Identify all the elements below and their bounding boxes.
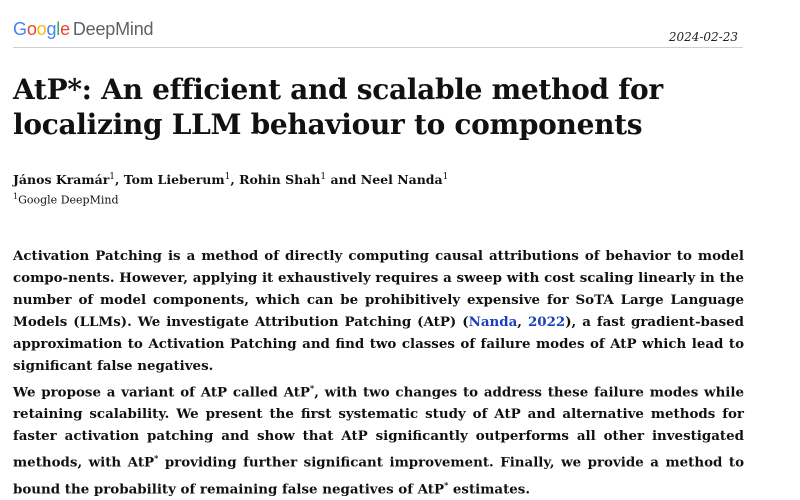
deepmind-wordmark: DeepMind xyxy=(72,19,154,39)
author: Rohin Shah xyxy=(239,172,321,188)
abstract-text: ), a fast gradient-based approximation to Activation Patching and find two classes of failure modes of AtP which lead to significant false negatives. xyxy=(13,314,745,374)
star-mark: * xyxy=(154,453,159,464)
author: Tom Lieberum xyxy=(123,172,225,188)
star-mark: * xyxy=(444,479,449,490)
google-logo-letter: l xyxy=(56,19,61,39)
abstract xyxy=(13,245,744,500)
abstract-text: estimates. xyxy=(448,481,530,498)
google-logo-letter: o xyxy=(36,19,47,39)
affiliation-name: Google DeepMind xyxy=(18,193,119,207)
abstract-text: , with two changes to address these failure modes while retaining scalability. We present the first systematic study of AtP and alternative methods for faster activation patching and show that AtP significantly outperforms all other investigated methods, with AtP xyxy=(13,384,744,471)
google-wordmark xyxy=(13,19,70,39)
citation-link-year[interactable]: 2022 xyxy=(527,314,566,330)
publication-date: 2024-02-23 xyxy=(668,30,738,44)
google-logo-letter: o xyxy=(26,19,37,39)
affiliation-mark: 1 xyxy=(13,192,19,201)
author-affil-mark: 1 xyxy=(224,172,231,182)
header-divider xyxy=(13,47,743,48)
google-logo-letter: e xyxy=(60,19,70,39)
author-affil-mark: 1 xyxy=(320,172,327,182)
citation-separator: , xyxy=(517,314,528,330)
citation-link-author[interactable]: Nanda xyxy=(468,314,518,330)
author-separator: , xyxy=(115,172,124,188)
star-mark: * xyxy=(310,383,315,393)
author: Neel Nanda xyxy=(360,172,443,188)
abstract-text: Activation Patching is a method of directly computing causal attributions of behavior to model compo-nents. However, applying it exhaustively requires a sweep with cost scaling linearly in the number of model components, which can be prohibitively expensive for SoTA Large Language Models (LLMs). We investigate Attribution Patching (AtP) ( xyxy=(13,248,744,330)
abstract-paragraph-2 xyxy=(13,377,744,500)
google-deepmind-logo xyxy=(13,19,153,40)
google-logo-letter: g xyxy=(46,19,57,39)
abstract-text: We propose a variant of AtP called AtP xyxy=(13,384,311,401)
author-affil-mark: 1 xyxy=(109,172,116,182)
author-separator: and xyxy=(326,172,361,188)
paper-title: AtP*: An efficient and scalable method for localizing LLM behaviour to components xyxy=(13,73,663,141)
author-list xyxy=(13,172,448,187)
author-affil-mark: 1 xyxy=(442,172,449,182)
google-logo-letter: G xyxy=(13,19,27,39)
abstract-text: providing further significant improvement. Finally, we provide a method to bound the probability of remaining false negatives of AtP xyxy=(13,454,745,498)
affiliation xyxy=(13,192,118,207)
author-separator: , xyxy=(230,172,240,188)
abstract-paragraph-1 xyxy=(13,245,744,377)
author: János Kramár xyxy=(13,172,110,188)
